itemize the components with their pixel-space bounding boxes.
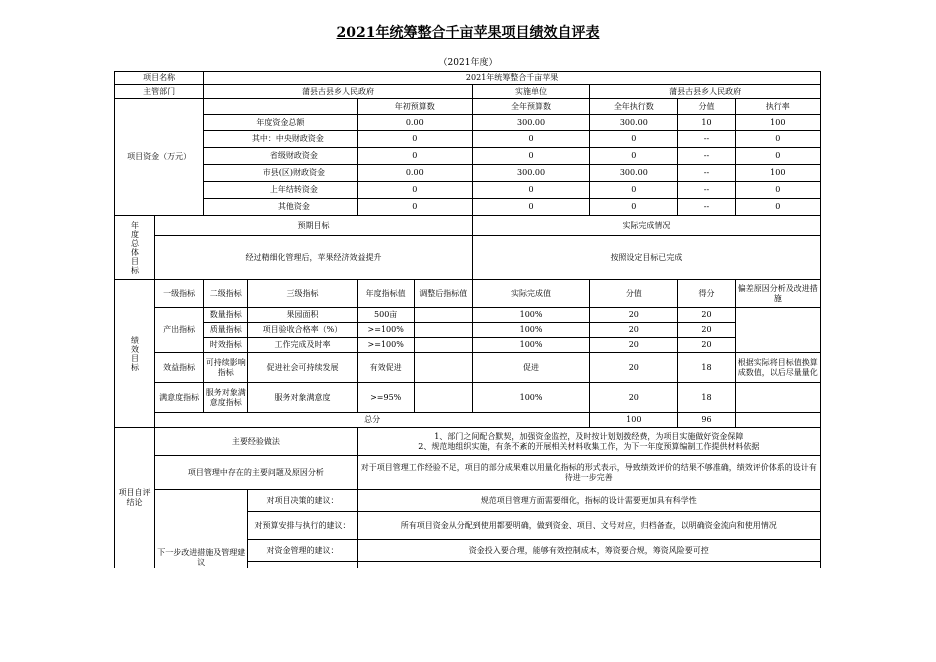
- funds-cell: --: [678, 148, 735, 165]
- funds-cell: 10: [678, 115, 735, 131]
- benefit-label: 效益指标: [155, 353, 204, 383]
- indicator-adjusted: [414, 323, 472, 338]
- funds-cell: 0.00: [357, 115, 472, 131]
- funds-header: 分值: [678, 99, 735, 115]
- dept-label: 主管部门: [115, 85, 204, 99]
- suggestion-label: 对资金管理的建议：: [248, 540, 357, 562]
- indicator-score: 20: [590, 353, 678, 383]
- next-steps-label: 下一步改进措施及管理建议: [155, 490, 248, 568]
- funds-header: 执行率: [735, 99, 820, 115]
- funds-row: [115, 199, 821, 216]
- funds-cell: --: [678, 131, 735, 148]
- indicator-row: [115, 353, 821, 383]
- total-row: [115, 413, 821, 428]
- goals-actual-header: 实际完成情况: [472, 216, 820, 236]
- funds-cell: --: [678, 199, 735, 216]
- indicator-l3: 项目验收合格率（%）: [248, 323, 357, 338]
- funds-row: [115, 131, 821, 148]
- goals-content-row: [115, 236, 821, 280]
- indicator-l2: 数量指标: [204, 308, 248, 323]
- impl-label: 实施单位: [472, 85, 589, 99]
- funds-cell: 0: [357, 182, 472, 199]
- funds-cell: 0: [735, 199, 820, 216]
- indicator-note: [735, 308, 820, 353]
- experience-text-1: 1、部门之间配合默契，加强资金监控，及时按计划划拨经费，为项目实施做好资金保障: [434, 431, 744, 441]
- goals-actual-text: 按照设定目标已完成: [472, 236, 820, 280]
- indicator-score: 20: [590, 323, 678, 338]
- funds-cell: 0: [357, 199, 472, 216]
- funds-row-label: 其中：中央财政资金: [204, 131, 357, 148]
- indicator-note: 根据实际将目标值换算成数值，以后尽量量化: [735, 353, 820, 383]
- indicator-header: 三级指标: [248, 280, 357, 308]
- funds-cell: 0: [590, 131, 678, 148]
- experience-row: [115, 428, 821, 456]
- suggestion-text: 规范项目管理方面需要细化，指标的设计需要更加具有科学性: [357, 490, 820, 512]
- evaluation-table: [114, 71, 821, 568]
- funds-row: [115, 148, 821, 165]
- indicator-header: 一级指标: [155, 280, 204, 308]
- experience-text: [357, 428, 820, 456]
- indicator-actual: 100%: [472, 383, 589, 413]
- indicator-header: 分值: [590, 280, 678, 308]
- indicator-l3: 服务对象满意度: [248, 383, 357, 413]
- total-score: 100: [590, 413, 678, 428]
- funds-cell: 0: [590, 182, 678, 199]
- indicator-adjusted: [414, 353, 472, 383]
- funds-section-label: 项目资金（万元）: [115, 99, 204, 216]
- funds-row-label: 市县(区)财政资金: [204, 165, 357, 182]
- indicator-target: 500亩: [357, 308, 414, 323]
- funds-row-label: 上年结转资金: [204, 182, 357, 199]
- funds-cell: 0: [590, 199, 678, 216]
- suggestion-label: 对预算安排与执行的建议：: [248, 512, 357, 540]
- indicator-actual: 促进: [472, 353, 589, 383]
- funds-cell: 0: [735, 182, 820, 199]
- indicator-row: [115, 308, 821, 323]
- indicator-header: 实际完成值: [472, 280, 589, 308]
- funds-cell: 100: [735, 115, 820, 131]
- indicator-target: >=95%: [357, 383, 414, 413]
- indicator-header: 二级指标: [204, 280, 248, 308]
- problems-text: 对于项目管理工作经验不足，项目的部分成果难以用量化指标的形式表示，导致绩效评价的结果不够准确，绩效评价体系的设计有待进一步完善: [357, 456, 820, 490]
- funds-cell: 0: [357, 131, 472, 148]
- indicator-adjusted: [414, 383, 472, 413]
- experience-label: 主要经验做法: [155, 428, 358, 456]
- funds-header: 全年执行数: [590, 99, 678, 115]
- funds-cell: --: [678, 182, 735, 199]
- total-got: 96: [678, 413, 735, 428]
- goals-expected-header: 预期目标: [155, 216, 473, 236]
- department-row: [115, 85, 821, 99]
- indicator-got: 20: [678, 308, 735, 323]
- goals-expected-text: 经过精细化管理后，苹果经济效益提升: [155, 236, 473, 280]
- funds-row-label: 年度资金总额: [204, 115, 357, 131]
- indicator-target: 有效促进: [357, 353, 414, 383]
- project-name-label: 项目名称: [115, 72, 204, 85]
- funds-header: 全年预算数: [472, 99, 589, 115]
- funds-cell: 0: [472, 199, 589, 216]
- indicator-actual: 100%: [472, 308, 589, 323]
- output-label: 产出指标: [155, 308, 204, 353]
- indicator-note: [735, 383, 820, 413]
- suggestion-text: 资金投入要合理，能够有效控制成本，筹资要合规，筹资风险要可控: [357, 540, 820, 562]
- indicator-header: 偏差原因分析及改进措施: [735, 280, 820, 308]
- indicator-actual: 100%: [472, 323, 589, 338]
- funds-cell: 300.00: [472, 115, 589, 131]
- indicator-score: 20: [590, 383, 678, 413]
- funds-row: [115, 115, 821, 131]
- indicator-adjusted: [414, 338, 472, 353]
- indicator-got: 18: [678, 383, 735, 413]
- funds-row: [115, 165, 821, 182]
- indicator-header-row: [115, 280, 821, 308]
- indicator-adjusted: [414, 308, 472, 323]
- page-title: 2021年统筹整合千亩苹果项目绩效自评表: [336, 25, 600, 41]
- funds-cell: 0: [472, 131, 589, 148]
- impl-value: 蒲县古县乡人民政府: [590, 85, 821, 99]
- indicator-l2: 质量指标: [204, 323, 248, 338]
- indicator-row: [115, 323, 821, 338]
- funds-cell: 0: [472, 182, 589, 199]
- indicator-l3: 果园面积: [248, 308, 357, 323]
- indicator-l2: 服务对象满意度指标: [204, 383, 248, 413]
- year-note: （2021年度）: [438, 58, 498, 68]
- funds-cell: 0: [735, 131, 820, 148]
- funds-cell: 300.00: [590, 115, 678, 131]
- funds-cell: 100: [735, 165, 820, 182]
- experience-text-2: 2、规范地组织实施，有条不紊的开展相关材料收集工作，为下一年度预算编制工作提供材料依据: [418, 441, 760, 451]
- goals-header-row: [115, 216, 821, 236]
- indicator-got: 18: [678, 353, 735, 383]
- indicator-target: >=100%: [357, 323, 414, 338]
- total-label: 总分: [155, 413, 590, 428]
- funds-cell: 0: [735, 148, 820, 165]
- indicator-header: 调整后指标值: [414, 280, 472, 308]
- funds-cell: 0.00: [357, 165, 472, 182]
- suggestion-row: [115, 490, 821, 512]
- funds-cell: 300.00: [472, 165, 589, 182]
- suggestion-label: 对项目决策的建议：: [248, 490, 357, 512]
- indicator-row: [115, 383, 821, 413]
- indicator-header: 年度指标值: [357, 280, 414, 308]
- indicator-got: 20: [678, 323, 735, 338]
- project-name-row: [115, 72, 821, 85]
- funds-cell: 0: [472, 148, 589, 165]
- indicator-score: 20: [590, 338, 678, 353]
- funds-header-row: [115, 99, 821, 115]
- funds-row-label: 其他资金: [204, 199, 357, 216]
- indicator-header: 得分: [678, 280, 735, 308]
- suggestion-text: 所有项目资金从分配到使用都要明确，做到资金、项目、文号对应，归档备查，以明确资金流向和使用情况: [357, 512, 820, 540]
- indicator-l2: 可持续影响指标: [204, 353, 248, 383]
- indicator-got: 20: [678, 338, 735, 353]
- funds-row-label: 省级财政资金: [204, 148, 357, 165]
- indicator-actual: 100%: [472, 338, 589, 353]
- indicators-section-label: 绩效目标: [115, 280, 155, 428]
- indicator-target: >=100%: [357, 338, 414, 353]
- indicator-score: 20: [590, 308, 678, 323]
- funds-cell: 0: [590, 148, 678, 165]
- problems-row: [115, 456, 821, 490]
- project-name-value: 2021年统筹整合千亩苹果: [204, 72, 821, 85]
- indicator-l2: 时效指标: [204, 338, 248, 353]
- indicator-row: [115, 338, 821, 353]
- funds-header: 年初预算数: [357, 99, 472, 115]
- funds-cell: 0: [357, 148, 472, 165]
- indicator-l3: 促进社会可持续发展: [248, 353, 357, 383]
- dept-value: 蒲县古县乡人民政府: [204, 85, 473, 99]
- funds-cell: --: [678, 165, 735, 182]
- funds-cell: 300.00: [590, 165, 678, 182]
- goals-section-label: 年度总体目标: [115, 216, 155, 280]
- satisfaction-label: 满意度指标: [155, 383, 204, 413]
- problems-label: 项目管理中存在的主要问题及原因分析: [155, 456, 358, 490]
- indicator-l3: 工作完成及时率: [248, 338, 357, 353]
- funds-row: [115, 182, 821, 199]
- conclusion-section-label: 项目自评结论: [115, 428, 155, 568]
